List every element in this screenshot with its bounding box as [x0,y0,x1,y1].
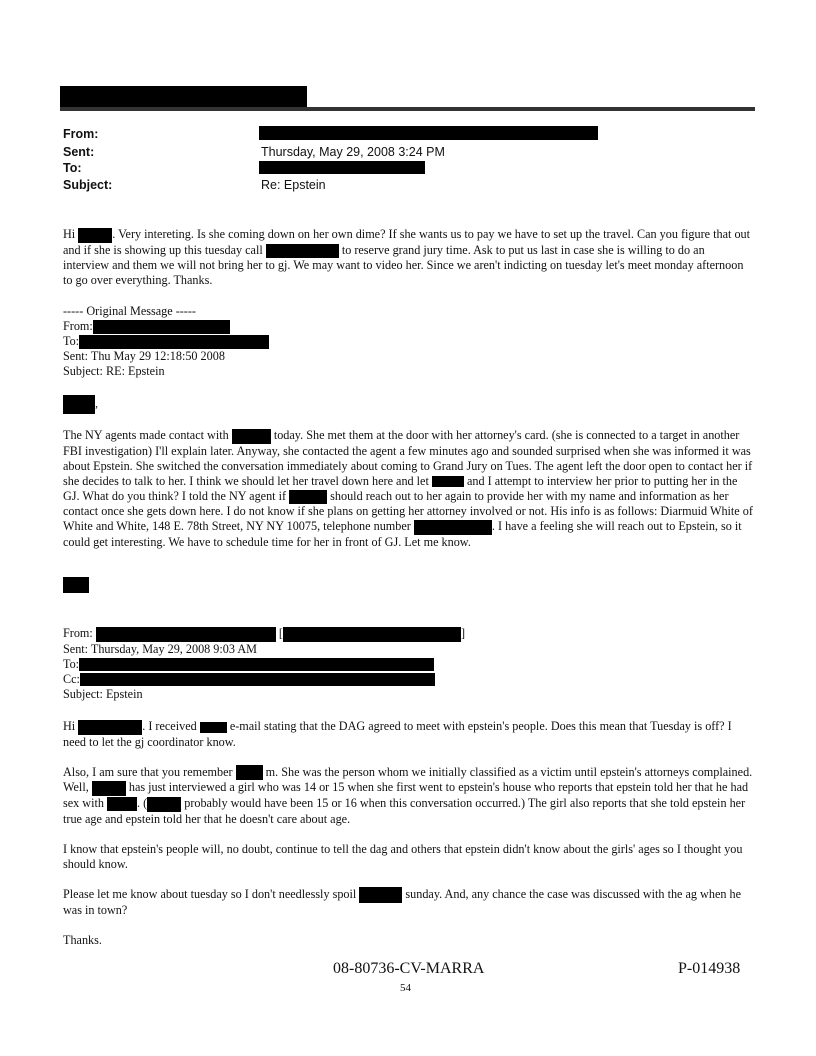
original-subject: Subject: RE: Epstein [63,364,165,379]
redaction-name [359,887,402,903]
signature-redaction [63,577,89,593]
original-heading: ----- Original Message ----- [63,304,196,318]
from-redaction [259,126,598,140]
original-message-header [63,304,463,379]
reply-paragraph: Hi . Very intereting. Is she coming down on her own dime? If she wants us to pay we have to set up the travel. Can you figure that out and if she is showing up this tuesday call to reserve grand jury time. Ask to put us last in case she is willing to do an interview and them we will not bring her to gj. We may want to video her. Since we aren't indicting on tuesday let's meet monday afternoon to go over everything. Thanks. [63,227,751,287]
redaction-name [147,797,181,812]
header-redaction [60,86,307,108]
original-body [63,428,755,550]
earlier-paragraph-4: Please let me know about tuesday so I don't needlessly spoil sunday. And, any chance the case was discussed with the ag when he was in town? [63,886,742,918]
redaction-name [432,476,464,487]
redaction-name [232,429,271,444]
original-from-label: From: [63,319,93,333]
earlier-to-label: To: [63,656,80,671]
earlier-cc-redaction [80,673,435,686]
reply-body [63,227,753,288]
case-number: 08-80736-CV-MARRA [333,960,485,977]
original-sent: Sent: Thu May 29 12:18:50 2008 [63,349,225,364]
original-to-label: To: [63,334,80,349]
redaction-contact [266,244,339,258]
greeting-redaction [63,395,95,414]
earlier-subject: Subject: Epstein [63,686,143,701]
earlier-from-redaction [96,627,276,642]
original-paragraph: The NY agents made contact with today. She met them at the door with her attorney's card. (she is connected to a target in another FBI investigation) I'll explain later. Anyway, she contacted the agent a few minutes ago and sounded surprised when she was informed it was about Epstein. She switched the conversation immediately about coming to Grand Jury on Tues. The agent left the door open to contact her if she decides to talk to her. I think we should let her travel down here and let and I attempt to interview her prior to putting her in the GJ. What do you think? I told the NY agent if should reach out to her again to provide her with my name and information as her contact once she gets down here. I do not know if she plans on getting her attorney involved or not. His info is as follows: Diarmuid White of White and White, 148 E. 78th Street, NY NY 10075, telephone number . I have a feeling she will reach out to Epstein, so it could get interesting. We have to schedule time for her in front of GJ. Let me know. [63,428,753,549]
earlier-email-redaction [283,627,461,642]
redaction-name [200,722,227,733]
earlier-body [63,719,753,948]
redaction-name [289,490,327,504]
redaction-name [78,228,112,243]
to-label: To: [63,161,82,175]
sent-value: Thursday, May 29, 2008 3:24 PM [261,145,445,159]
original-from-redaction [93,320,230,334]
earlier-paragraph-2: Also, I am sure that you remember m. She was the person whom we initially classified as a victim until epstein's attorneys complained. Well, has just interviewed a girl who was 14 or 15 when she first went to epstein's house who reports that epstein told her that he had sex with . ( probably would have been 15 or 16 when this conversation occurred.) The girl also reports that she told epstein her true age and epstein told her that he doesn't care about age. [63,764,753,826]
page-number: 54 [400,982,411,994]
earlier-paragraph-1: Hi . I received e-mail stating that the DAG agreed to meet with epstein's people. Does this mean that Tuesday is off? I need to let the gj coordinator know. [63,719,732,749]
subject-label: Subject: [63,178,113,192]
from-label: From: [63,127,99,141]
header-rule [60,107,755,111]
earlier-paragraph-3: I know that epstein's people will, no doubt, continue to tell the dag and others that epstein didn't know about the girls' ages so I thought you should know. [63,841,743,871]
redaction-phone [414,520,492,535]
sent-label: Sent: [63,145,95,159]
redaction-name [78,720,142,735]
earlier-paragraph-5: Thanks. [63,933,102,948]
redaction-name [236,765,263,780]
original-to-redaction [79,335,269,349]
earlier-to-redaction [79,658,434,671]
original-greeting: , [63,395,98,414]
earlier-cc-label: Cc: [63,671,80,686]
subject-value: Re: Epstein [261,178,326,192]
earlier-from-label: From: [63,626,96,640]
to-redaction [259,161,425,174]
redaction-name [107,797,137,811]
bates-number: P-014938 [678,960,741,977]
earlier-message-header: From: [ ] Sent: Thursday, May 29, 2008 9:03 AM To: Cc: Subject: Epstein [63,626,563,702]
earlier-sent: Sent: Thursday, May 29, 2008 9:03 AM [63,641,257,656]
redaction-name [92,781,126,796]
